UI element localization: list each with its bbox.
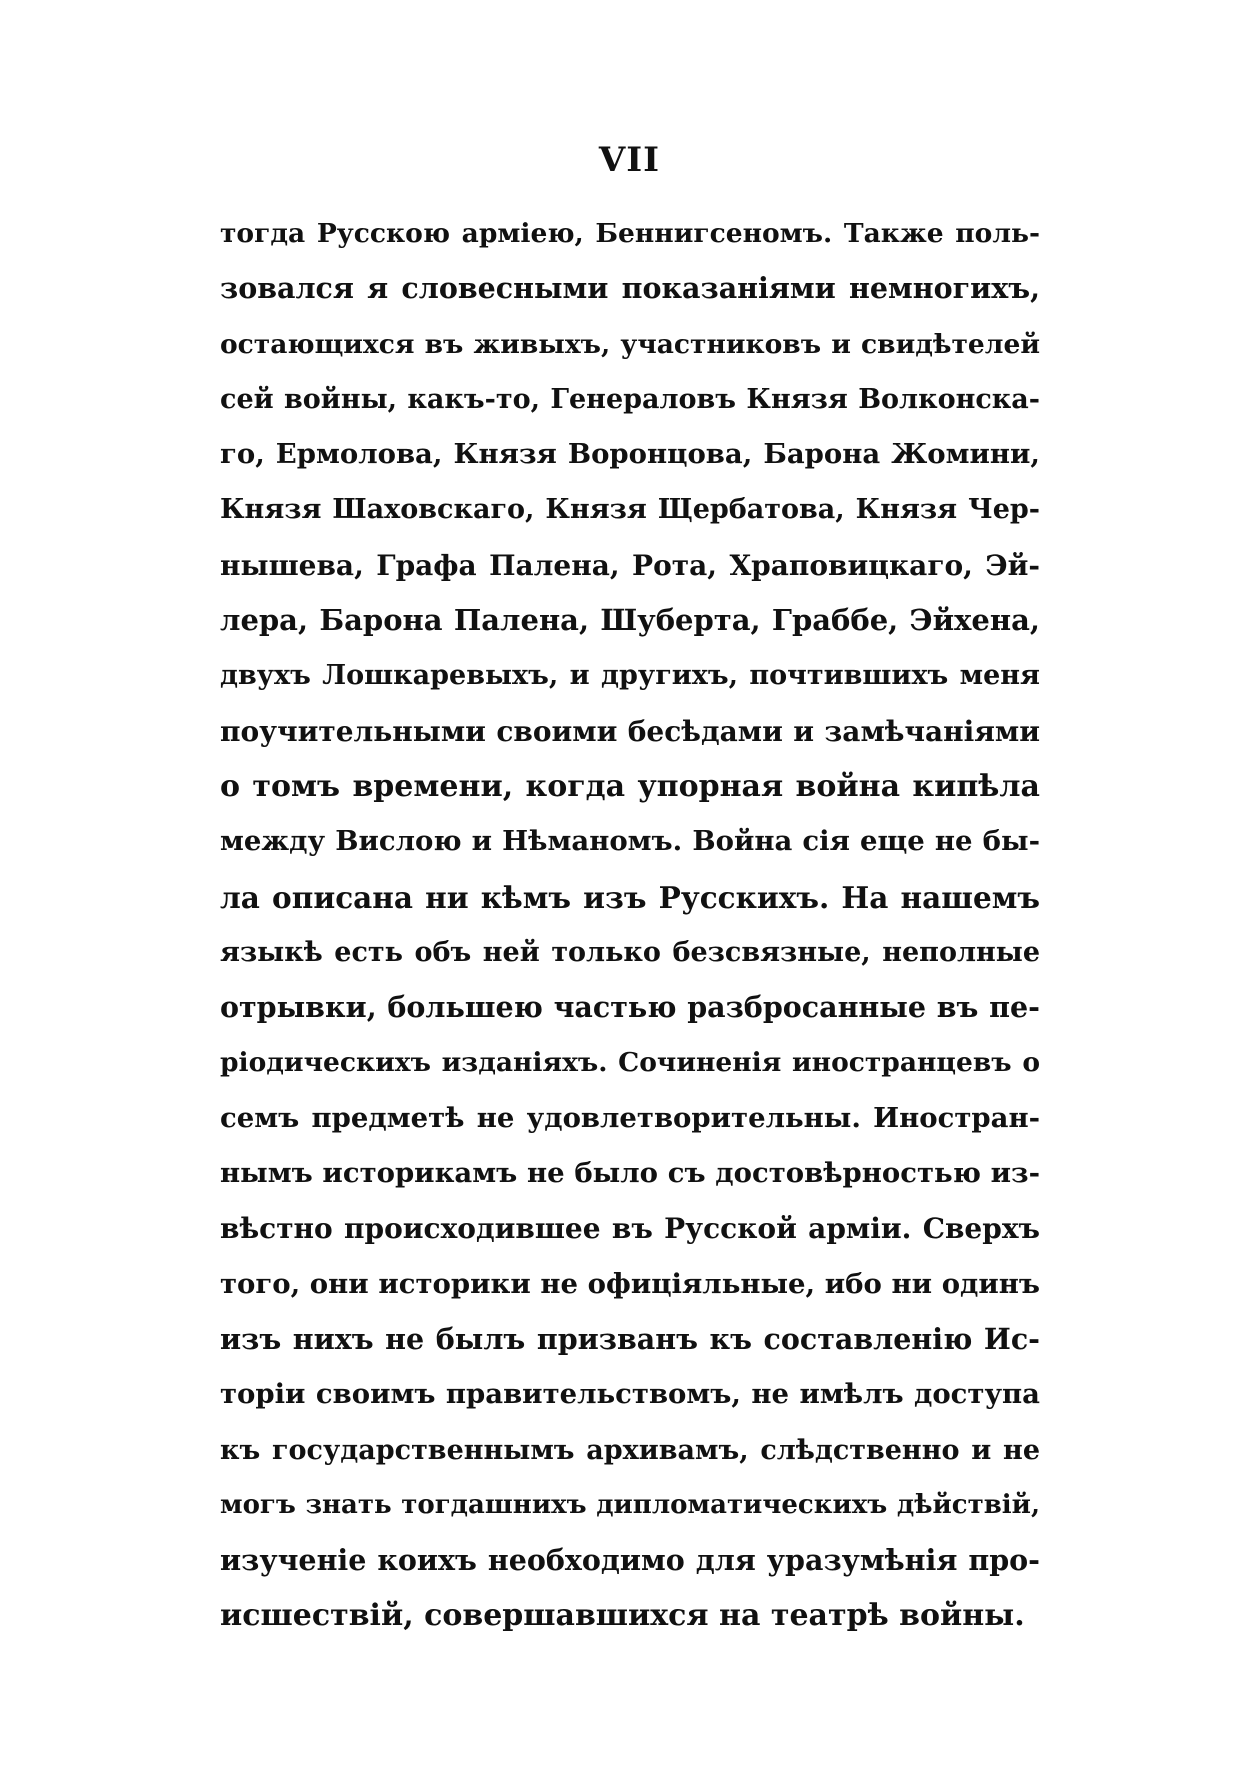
text-line: изъ нихъ не былъ призванъ къ составленію Ис-	[220, 1321, 1040, 1356]
text-line: о томъ времени, когда упорная война кипѣла	[220, 768, 1040, 804]
page-number: VII	[598, 140, 661, 180]
text-line: семъ предметѣ не удовлетворительны. Иностран-	[220, 1101, 1040, 1134]
text-line: вѣстно происходившее въ Русской арміи. Сверхъ	[220, 1212, 1040, 1246]
text-line: ріодическихъ изданіяхъ. Сочиненія иностранцевъ о	[220, 1047, 1040, 1079]
text-line: исшествій, совершавшихся на театрѣ войны.	[220, 1598, 1025, 1634]
text-line: торіи своимъ правительствомъ, не имѣлъ доступа	[220, 1378, 1040, 1411]
text-line: тогда Русскою арміею, Беннигсеномъ. Также поль-	[220, 218, 1040, 249]
body-text	[220, 206, 1040, 1644]
text-line: ла описана ни кѣмъ изъ Русскихъ. На нашемъ	[220, 879, 1040, 915]
text-line: лера, Барона Палена, Шуберта, Граббе, Эйхена,	[220, 603, 1040, 638]
text-line: двухъ Лошкаревыхъ, и другихъ, почтившихъ меня	[220, 660, 1040, 692]
text-line: языкѣ есть объ ней только безсвязные, неполные	[220, 936, 1040, 968]
text-line: Князя Шаховскаго, Князя Щербатова, Князя Чер-	[220, 494, 1040, 526]
text-line: нышева, Графа Палена, Рота, Храповицкаго, Эй-	[220, 548, 1040, 582]
text-line: зовался я словесными показаніями немногихъ,	[220, 271, 1040, 306]
text-line: го, Ермолова, Князя Воронцова, Барона Жомини,	[220, 438, 1040, 471]
text-line: нымъ историкамъ не было съ достовѣрностью из-	[220, 1157, 1040, 1190]
text-line: поучительными своими бесѣдами и замѣчаніями	[220, 714, 1040, 748]
text-line: того, они историки не офиціяльные, ибо ни одинъ	[220, 1267, 1040, 1300]
text-line: могъ знать тогдашнихъ дипломатическихъ дѣйствій,	[220, 1489, 1040, 1520]
text-line: отрывки, большею частью разбросанные въ пе-	[220, 990, 1040, 1025]
text-line: изученіе коихъ необходимо для уразумѣнія про-	[220, 1543, 1040, 1578]
text-line: остающихся въ живыхъ, участниковъ и свидѣтелей	[220, 328, 1040, 360]
text-line: къ государственнымъ архивамъ, слѣдственно и не	[220, 1434, 1040, 1466]
text-line: сей войны, какъ-то, Генераловъ Князя Волконска-	[220, 383, 1040, 415]
text-line: между Вислою и Нѣманомъ. Война сія еще не бы-	[220, 825, 1040, 858]
